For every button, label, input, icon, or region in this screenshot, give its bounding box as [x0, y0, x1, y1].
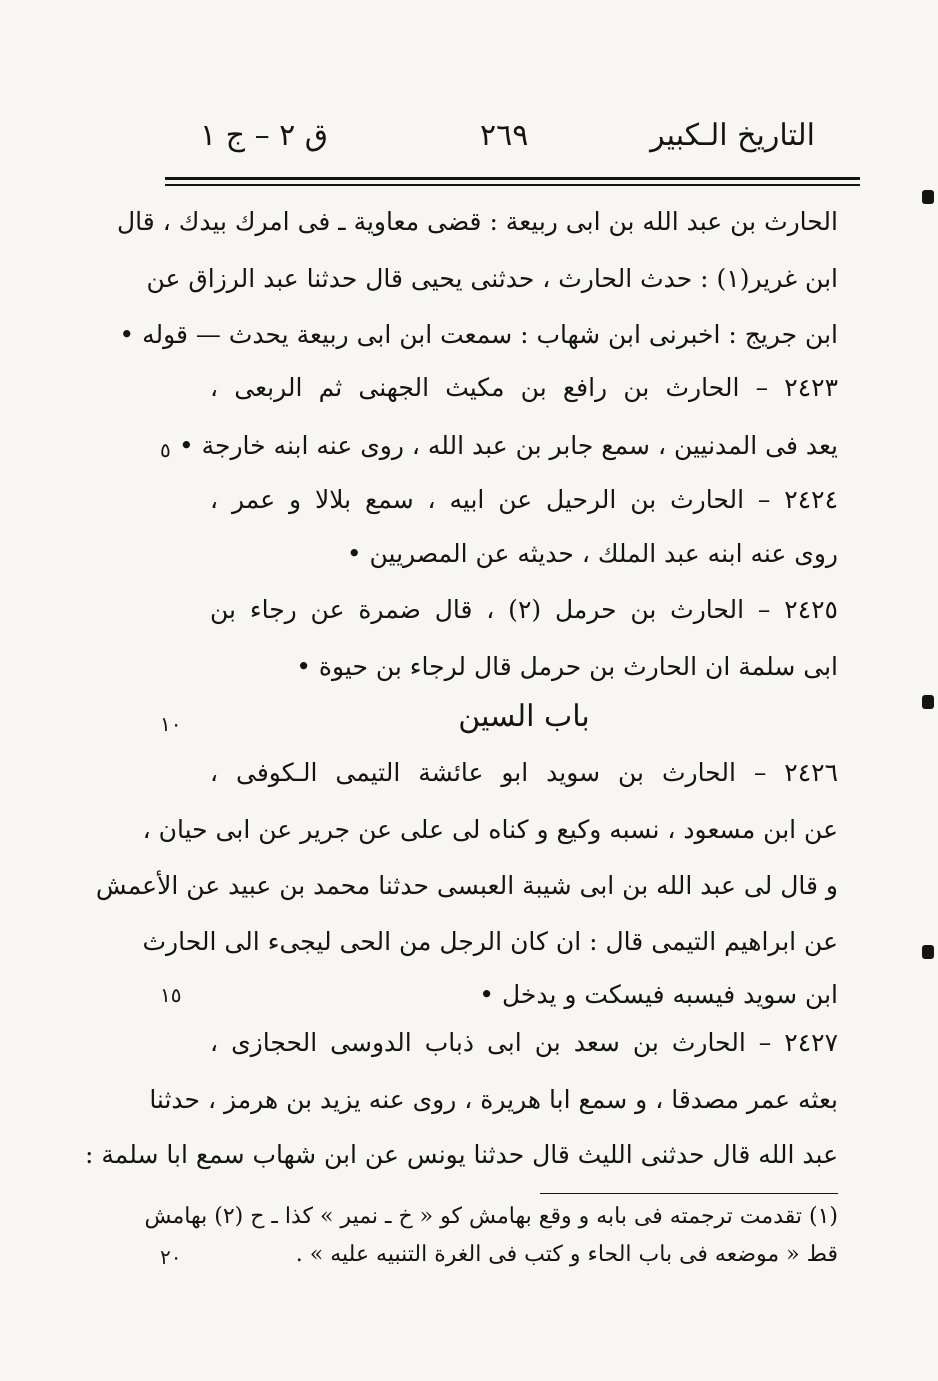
text-line: ابن سويد فيسبه فيسكت و يدخل • — [479, 980, 838, 1009]
line-number: ١٠ — [160, 712, 182, 736]
punch-hole-mark — [922, 945, 934, 959]
punch-hole-mark — [922, 190, 934, 204]
page-number: ٢٦٩ — [480, 118, 529, 153]
entry-heading-2427: ٢٤٢٧ – الحارث بن سعد بن ابى ذباب الدوسى الحجازى ، — [210, 1028, 838, 1057]
text-line: الحارث بن عبد الله بن ابى ربيعة : قضى معاوية ـ فى امرك بيدك ، قال — [117, 207, 838, 236]
text-line: عن ابن مسعود ، نسبه وكيع و كناه لى على عن جرير عن ابى حيان ، — [142, 815, 838, 844]
text-line: و قال لى عبد الله بن ابى شيبة العبسى حدثنا محمد بن عبيد عن الأعمش — [95, 871, 838, 900]
line-number: ١٥ — [160, 983, 182, 1007]
footnote-line: قط « موضعه فى باب الحاء و كتب فى الغرة التنبيه عليه » . — [295, 1242, 838, 1267]
punch-hole-mark — [922, 695, 934, 709]
text-line: ابن جريج : اخبرنى ابن شهاب : سمعت ابن ابى ربيعة يحدث — قوله • — [119, 320, 838, 349]
text-line: يعد فى المدنيين ، سمع جابر بن عبد الله ، روى عنه ابنه خارجة • — [178, 431, 838, 460]
part-label: ق ٢ – ج ١ — [200, 118, 329, 153]
header-rule — [165, 184, 860, 186]
section-heading: باب السين — [458, 699, 590, 734]
header-rule — [165, 177, 860, 180]
line-number: ٢٠ — [160, 1245, 182, 1269]
entry-heading-2424: ٢٤٢٤ – الحارث بن الرحيل عن ابيه ، سمع بلالا و عمر ، — [210, 485, 838, 514]
text-line: ابى سلمة ان الحارث بن حرمل قال لرجاء بن حيوة • — [296, 652, 838, 681]
footnote-line: (١) تقدمت ترجمته فى بابه و وقع بهامش كو « خ ـ نمير » كذا ـ ح (٢) بهامش — [144, 1204, 838, 1229]
text-line: ابن غرير(١) : حدث الحارث ، حدثنى يحيى قال حدثنا عبد الرزاق عن — [146, 264, 838, 293]
entry-heading-2423: ٢٤٢٣ – الحارث بن رافع بن مكيث الجهنى ثم الربعى ، — [210, 373, 838, 402]
entry-heading-2426: ٢٤٢٦ – الحارث بن سويد ابو عائشة التيمى الـكوفى ، — [210, 758, 838, 787]
text-line: بعثه عمر مصدقا ، و سمع ابا هريرة ، روى عنه يزيد بن هرمز ، حدثنا — [149, 1085, 838, 1114]
text-line: عن ابراهيم التيمى قال : ان كان الرجل من الحى ليجىء الى الحارث — [142, 927, 838, 956]
footnote-rule — [540, 1193, 838, 1194]
running-header — [200, 118, 815, 168]
text-line: عبد الله قال حدثنى الليث قال حدثنا يونس عن ابن شهاب سمع ابا سلمة : — [84, 1140, 838, 1169]
line-number: ٥ — [160, 438, 171, 462]
entry-heading-2425: ٢٤٢٥ – الحارث بن حرمل (٢) ، قال ضمرة عن رجاء بن — [210, 595, 838, 624]
text-line: روى عنه ابنه عبد الملك ، حديثه عن المصريين • — [346, 539, 838, 568]
running-title: التاريخ الـكبير — [650, 118, 815, 153]
